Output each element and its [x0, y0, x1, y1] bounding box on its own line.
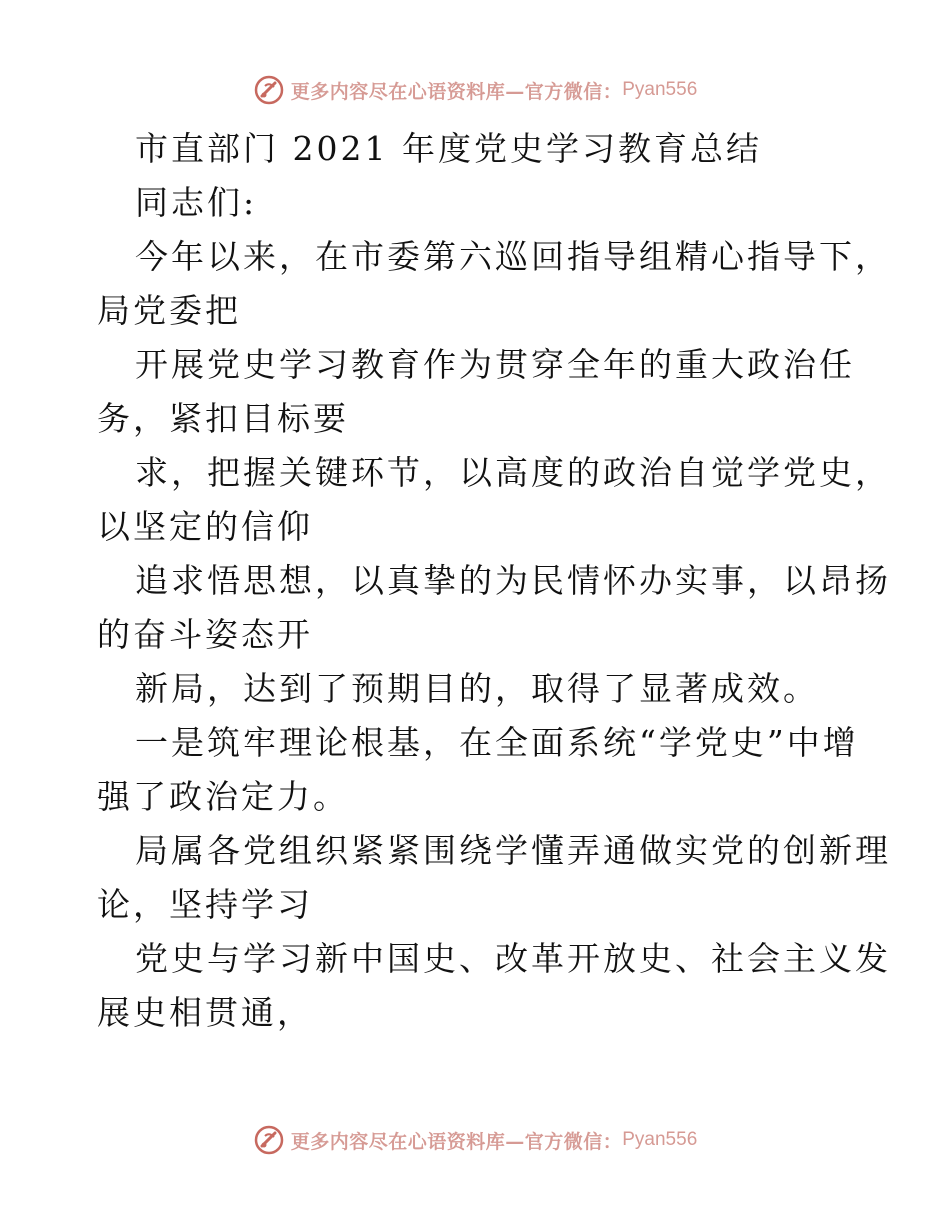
document-line: 同志们:	[135, 183, 258, 222]
watermark-text: 更多内容尽在心语资料库—官方微信：	[290, 1130, 623, 1153]
document-line: 求，把握关键环节，以高度的政治自觉学党史，	[135, 453, 891, 492]
document-line: 追求悟思想，以真挚的为民情怀办实事，以昂扬	[135, 561, 891, 600]
document-line: 以坚定的信仰	[97, 507, 313, 546]
document-line: 新局，达到了预期目的，取得了显著成效。	[135, 669, 819, 708]
document-line: 局属各党组织紧紧围绕学懂弄通做实党的创新理	[135, 831, 891, 870]
document-line: 开展党史学习教育作为贯穿全年的重大政治任	[135, 345, 855, 384]
document-line: 党史与学习新中国史、改革开放史、社会主义发	[135, 939, 891, 978]
document-line: 的奋斗姿态开	[97, 615, 313, 654]
logo-icon	[253, 1124, 285, 1156]
document-line: 展史相贯通，	[97, 993, 313, 1032]
document-line: 一是筑牢理论根基，在全面系统“学党史”中增	[135, 723, 859, 762]
document-line: 论，坚持学习	[97, 885, 313, 924]
document-line: 务，紧扣目标要	[97, 399, 349, 438]
document-line: 强了政治定力。	[97, 777, 349, 816]
footer-watermark	[0, 1120, 950, 1160]
document-body	[97, 122, 891, 1040]
document-line: 市直部门 2021 年度党史学习教育总结	[135, 129, 762, 168]
logo-icon	[253, 74, 285, 106]
watermark-text: 更多内容尽在心语资料库—官方微信：	[290, 80, 623, 103]
document-line: 局党委把	[97, 291, 241, 330]
watermark-id: Pyan556	[622, 79, 698, 100]
watermark-id: Pyan556	[622, 1129, 698, 1150]
header-watermark	[0, 70, 950, 110]
document-line: 今年以来，在市委第六巡回指导组精心指导下，	[135, 237, 891, 276]
